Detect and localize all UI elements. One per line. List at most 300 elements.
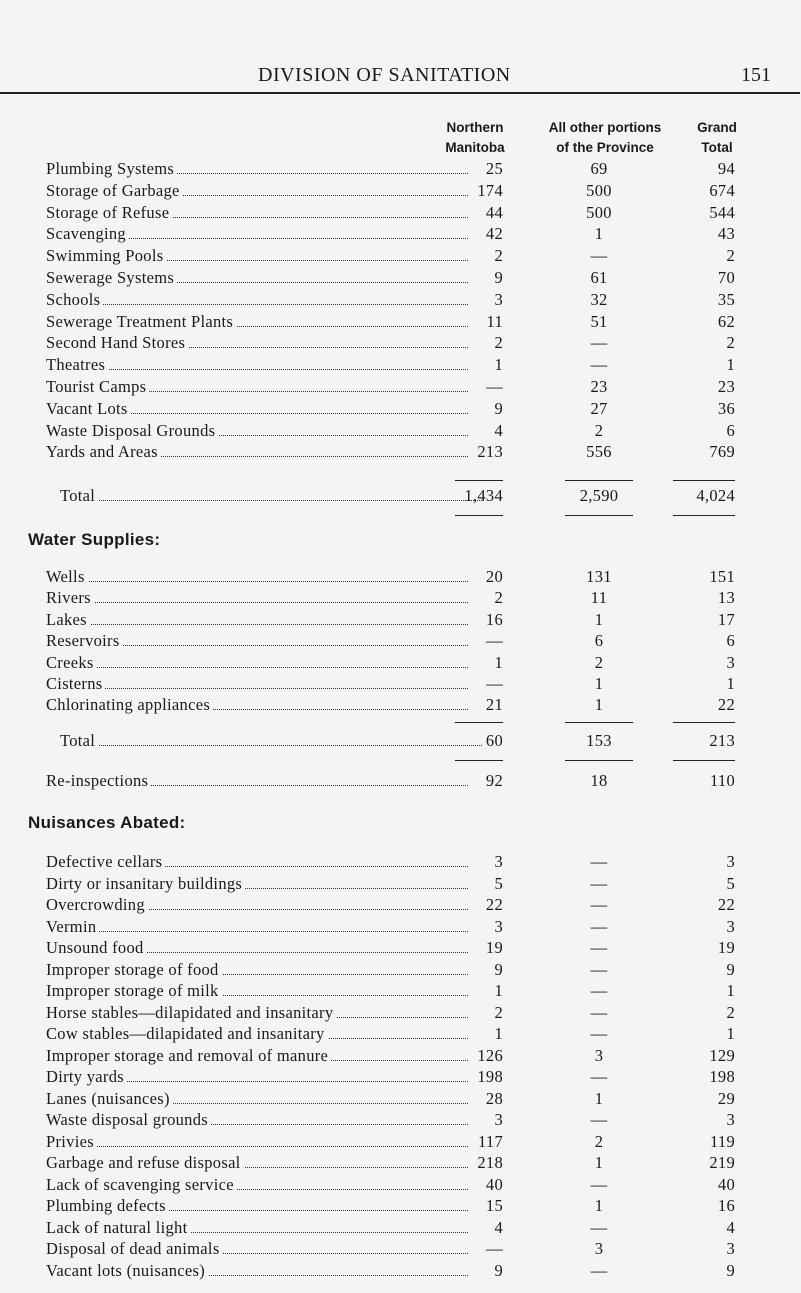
value-northern-manitoba: 3	[494, 1110, 503, 1129]
value-northern-manitoba: 42	[485, 224, 503, 244]
value-northern-manitoba: 20	[485, 567, 503, 586]
row-label	[46, 1239, 468, 1259]
value-grand-total: 1	[726, 674, 735, 693]
value-grand-total: 213	[709, 731, 735, 750]
row-label-text: Total	[60, 731, 98, 750]
value-other-portions: 51	[590, 311, 608, 331]
leader-dots	[46, 667, 468, 668]
row-label-text: Scavenging	[46, 224, 129, 243]
value-other-portions: —	[590, 959, 608, 979]
leader-dots	[46, 602, 468, 603]
value-other-portions: 6	[594, 631, 604, 651]
row-label	[46, 631, 468, 651]
row-label-text: Schools	[46, 290, 103, 309]
total-row-water-supplies	[0, 731, 801, 753]
row-label	[46, 1261, 468, 1281]
value-grand-total: 40	[717, 1174, 735, 1194]
column-header-other-portions	[525, 118, 685, 158]
row-label	[46, 181, 468, 201]
row-label	[46, 852, 468, 872]
value-northern-manitoba: 60	[485, 731, 503, 750]
row-label-text: Plumbing defects	[46, 1196, 169, 1215]
table-row	[0, 159, 801, 181]
table-row	[0, 895, 801, 917]
value-northern-manitoba: 22	[485, 895, 503, 914]
row-label	[46, 960, 468, 980]
leader-dots	[46, 931, 468, 932]
value-grand-total: 9	[726, 1260, 735, 1280]
value-other-portions: 556	[586, 442, 612, 462]
leader-dots	[60, 745, 482, 746]
row-label	[46, 771, 468, 791]
column-header-line: All other portions	[548, 120, 662, 135]
row-label	[46, 1175, 468, 1195]
value-grand-total: 1	[726, 355, 735, 375]
total-rule	[673, 515, 735, 516]
value-grand-total: 36	[717, 398, 735, 418]
table-row	[0, 312, 801, 334]
table-row	[0, 246, 801, 268]
row-label	[46, 1132, 468, 1152]
section-heading-nuisances-abated: Nuisances Abated:	[28, 813, 186, 832]
value-northern-manitoba: 28	[485, 1088, 503, 1108]
leader-dots	[46, 369, 468, 370]
table-row	[0, 917, 801, 939]
value-grand-total: 219	[709, 1153, 735, 1172]
table-row	[0, 674, 801, 696]
row-label	[46, 588, 468, 608]
value-other-portions: —	[590, 355, 608, 375]
value-grand-total: 2	[726, 333, 735, 353]
value-northern-manitoba: —	[486, 674, 503, 693]
value-grand-total: 4	[726, 1217, 735, 1237]
row-label-text: Re-inspections	[46, 771, 151, 790]
value-grand-total: 22	[717, 695, 735, 715]
row-label-text: Creeks	[46, 653, 97, 672]
value-other-portions: 18	[590, 771, 608, 790]
value-grand-total: 22	[717, 895, 735, 914]
header-rule	[0, 92, 800, 94]
row-label-text: Waste disposal grounds	[46, 1110, 211, 1129]
value-other-portions: 1	[594, 609, 604, 629]
total-rule	[673, 760, 735, 761]
row-label-text: Sewerage Treatment Plants	[46, 312, 236, 331]
value-northern-manitoba: 9	[494, 268, 503, 287]
table-row	[0, 224, 801, 246]
table-row	[0, 1239, 801, 1261]
row-label-text: Defective cellars	[46, 852, 165, 871]
table-row	[0, 653, 801, 675]
table-row	[0, 1196, 801, 1218]
row-label	[46, 981, 468, 1001]
total-rule	[673, 722, 735, 723]
leader-dots	[60, 500, 482, 501]
value-northern-manitoba: 1	[494, 1024, 503, 1043]
total-rule	[455, 760, 503, 761]
row-label-text: Disposal of dead animals	[46, 1239, 223, 1258]
row-label-text: Lakes	[46, 610, 90, 629]
table-row	[0, 960, 801, 982]
row-label	[46, 1046, 468, 1066]
value-grand-total: 2	[726, 246, 735, 266]
row-label-text: Cisterns	[46, 674, 105, 693]
row-label	[46, 1196, 468, 1216]
row-label	[46, 1218, 468, 1238]
value-other-portions: 1	[594, 1088, 604, 1108]
row-label-text: Garbage and refuse disposal	[46, 1153, 244, 1172]
row-label-text: Overcrowding	[46, 895, 148, 914]
row-label	[46, 246, 468, 266]
row-label-text: Second Hand Stores	[46, 333, 188, 352]
table-row	[0, 290, 801, 312]
value-grand-total: 110	[709, 771, 735, 790]
value-other-portions: 11	[590, 588, 608, 608]
value-other-portions: 2	[594, 1131, 604, 1151]
value-other-portions: 2	[594, 652, 604, 672]
column-header-line: Manitoba	[445, 140, 505, 155]
value-other-portions: 2	[594, 420, 604, 440]
row-label	[46, 355, 468, 375]
value-northern-manitoba: 16	[485, 609, 503, 629]
value-other-portions: 1	[594, 224, 604, 244]
table-row	[0, 377, 801, 399]
value-other-portions: —	[590, 981, 608, 1000]
row-label	[46, 421, 468, 441]
value-northern-manitoba: 25	[485, 159, 503, 178]
value-other-portions: —	[590, 1260, 608, 1280]
table-row	[0, 852, 801, 874]
total-rule	[565, 760, 633, 761]
value-northern-manitoba: 2	[494, 588, 503, 608]
row-label-text: Cow stables—dilapidated and insanitary	[46, 1024, 328, 1043]
table-row	[0, 1024, 801, 1046]
table-row	[0, 1153, 801, 1175]
value-grand-total: 3	[726, 1110, 735, 1129]
value-other-portions: —	[590, 938, 608, 957]
value-northern-manitoba: 40	[485, 1174, 503, 1194]
value-other-portions: 1	[594, 1153, 604, 1172]
row-label	[46, 442, 468, 462]
value-northern-manitoba: 218	[477, 1153, 503, 1172]
table-row	[0, 1261, 801, 1283]
page-header	[0, 58, 801, 86]
value-northern-manitoba: 5	[494, 873, 503, 893]
value-other-portions: 32	[590, 289, 608, 309]
row-label	[46, 290, 468, 310]
total-row-inspections	[0, 486, 801, 508]
value-other-portions: 1	[594, 1196, 604, 1215]
value-northern-manitoba: 1,434	[464, 486, 503, 505]
value-grand-total: 9	[726, 959, 735, 979]
total-rule	[455, 480, 503, 481]
row-label	[46, 610, 468, 630]
row-label-text: Theatres	[46, 355, 108, 374]
page-title: DIVISION OF SANITATION	[258, 64, 511, 86]
page-number: 151	[741, 64, 771, 86]
value-other-portions: 2,590	[579, 486, 619, 505]
table-row	[0, 1067, 801, 1089]
value-grand-total: 1	[726, 981, 735, 1000]
value-other-portions: 131	[586, 567, 612, 586]
value-grand-total: 17	[717, 609, 735, 629]
value-northern-manitoba: 21	[485, 695, 503, 715]
table-row	[0, 203, 801, 225]
value-other-portions: 3	[594, 1239, 604, 1258]
row-label-text: Chlorinating appliances	[46, 695, 213, 714]
row-label-text: Wells	[46, 567, 88, 586]
value-other-portions: —	[590, 852, 608, 871]
value-northern-manitoba: 9	[494, 1260, 503, 1280]
row-label	[60, 486, 482, 506]
row-label-text: Improper storage of food	[46, 960, 222, 979]
row-label-text: Waste Disposal Grounds	[46, 421, 218, 440]
value-grand-total: 62	[717, 311, 735, 331]
value-other-portions: —	[590, 1174, 608, 1194]
row-label	[46, 1153, 468, 1173]
row-label-text: Dirty or insanitary buildings	[46, 874, 245, 893]
value-grand-total: 5	[726, 873, 735, 893]
value-grand-total: 769	[709, 442, 735, 462]
table-row	[0, 567, 801, 589]
value-northern-manitoba: 1	[494, 355, 503, 375]
row-label	[46, 917, 468, 937]
row-label-text: Vermin	[46, 917, 99, 936]
column-header-line: Northern	[446, 120, 504, 135]
row-label	[46, 895, 468, 915]
leader-dots	[46, 1146, 468, 1147]
value-northern-manitoba: 2	[494, 1002, 503, 1022]
value-northern-manitoba: —	[486, 1239, 503, 1258]
table-row	[0, 938, 801, 960]
column-header-line: Grand	[697, 120, 737, 135]
value-other-portions: —	[590, 873, 608, 893]
table-row	[0, 874, 801, 896]
value-northern-manitoba: —	[486, 631, 503, 651]
row-label	[60, 731, 482, 751]
row-label	[46, 938, 468, 958]
row-label-text: Dirty yards	[46, 1067, 127, 1086]
value-northern-manitoba: 44	[485, 202, 503, 222]
value-grand-total: 29	[717, 1088, 735, 1108]
value-northern-manitoba: 4	[494, 1217, 503, 1237]
value-grand-total: 70	[717, 268, 735, 287]
row-label	[46, 377, 468, 397]
table-row	[0, 588, 801, 610]
value-northern-manitoba: 3	[494, 289, 503, 309]
row-label	[46, 399, 468, 419]
reinspections-row	[0, 771, 801, 793]
total-rule	[673, 480, 735, 481]
value-northern-manitoba: 198	[477, 1067, 503, 1086]
table-row	[0, 421, 801, 443]
value-other-portions: —	[590, 1024, 608, 1043]
value-grand-total: 544	[709, 202, 735, 222]
row-label-text: Improper storage and removal of manure	[46, 1046, 331, 1065]
value-grand-total: 6	[726, 420, 735, 440]
leader-dots	[46, 624, 468, 625]
column-header-northern-manitoba	[420, 118, 530, 158]
value-other-portions: 61	[590, 268, 608, 287]
total-rule	[565, 515, 633, 516]
table-row	[0, 1218, 801, 1240]
value-northern-manitoba: 15	[485, 1196, 503, 1215]
row-label	[46, 268, 468, 288]
value-grand-total: 129	[709, 1045, 735, 1065]
value-northern-manitoba: 174	[477, 180, 503, 200]
value-northern-manitoba: 19	[485, 938, 503, 957]
value-northern-manitoba: 2	[494, 246, 503, 266]
row-label-text: Unsound food	[46, 938, 147, 957]
table-row	[0, 1175, 801, 1197]
row-label	[46, 1024, 468, 1044]
column-header-line: Total	[701, 140, 733, 155]
row-label	[46, 653, 468, 673]
value-other-portions: —	[590, 895, 608, 914]
value-grand-total: 3	[726, 852, 735, 871]
value-grand-total: 151	[709, 567, 735, 586]
table-row	[0, 1003, 801, 1025]
row-label	[46, 1067, 468, 1087]
row-label	[46, 224, 468, 244]
value-grand-total: 3	[726, 1239, 735, 1258]
row-label	[46, 159, 468, 179]
leader-dots	[46, 304, 468, 305]
row-label-text: Total	[60, 486, 98, 505]
row-label	[46, 1003, 468, 1023]
value-grand-total: 43	[717, 224, 735, 244]
row-label	[46, 874, 468, 894]
row-label-text: Improper storage of milk	[46, 981, 222, 1000]
value-northern-manitoba: 9	[494, 398, 503, 418]
value-northern-manitoba: 126	[477, 1045, 503, 1065]
value-grand-total: 3	[726, 916, 735, 936]
value-northern-manitoba: —	[486, 377, 503, 396]
table-row	[0, 333, 801, 355]
value-northern-manitoba: 4	[494, 420, 503, 440]
table-row	[0, 268, 801, 290]
column-header-grand-total	[682, 118, 752, 158]
table-row	[0, 355, 801, 377]
row-label	[46, 1110, 468, 1130]
row-label	[46, 674, 468, 694]
row-label-text: Reservoirs	[46, 631, 123, 650]
row-label-text: Sewerage Systems	[46, 268, 177, 287]
value-other-portions: 500	[586, 180, 612, 200]
row-label	[46, 333, 468, 353]
row-label-text: Swimming Pools	[46, 246, 166, 265]
value-grand-total: 4,024	[696, 486, 735, 505]
value-other-portions: 153	[586, 731, 612, 750]
row-label	[46, 1089, 468, 1109]
row-label-text: Privies	[46, 1132, 97, 1151]
total-rule	[455, 515, 503, 516]
value-grand-total: 2	[726, 1002, 735, 1022]
row-label-text: Lack of scavenging service	[46, 1175, 237, 1194]
value-other-portions: 500	[586, 202, 612, 222]
value-other-portions: —	[590, 916, 608, 936]
total-rule	[565, 480, 633, 481]
value-grand-total: 35	[717, 289, 735, 309]
row-label-text: Vacant lots (nuisances)	[46, 1261, 208, 1280]
value-other-portions: 23	[590, 377, 608, 396]
value-northern-manitoba: 1	[494, 981, 503, 1000]
column-header-line: of the Province	[556, 140, 654, 155]
value-northern-manitoba: 11	[486, 311, 503, 331]
value-other-portions: 27	[590, 398, 608, 418]
value-other-portions: —	[590, 1110, 608, 1129]
leader-dots	[46, 581, 468, 582]
row-label-text: Lanes (nuisances)	[46, 1089, 173, 1108]
total-rule	[455, 722, 503, 723]
table-row	[0, 1110, 801, 1132]
value-grand-total: 13	[717, 588, 735, 608]
section-heading-water-supplies: Water Supplies:	[28, 530, 161, 549]
table-row	[0, 1089, 801, 1111]
row-label-text: Horse stables—dilapidated and insanitary	[46, 1003, 336, 1022]
value-northern-manitoba: 3	[494, 916, 503, 936]
value-northern-manitoba: 2	[494, 333, 503, 353]
value-other-portions: 69	[590, 159, 608, 178]
total-rule	[565, 722, 633, 723]
value-northern-manitoba: 9	[494, 959, 503, 979]
value-northern-manitoba: 3	[494, 852, 503, 871]
value-other-portions: —	[590, 333, 608, 353]
row-label-text: Plumbing Systems	[46, 159, 177, 178]
table-row	[0, 695, 801, 717]
row-label-text: Vacant Lots	[46, 399, 131, 418]
row-label-text: Rivers	[46, 588, 94, 607]
value-grand-total: 198	[709, 1067, 735, 1086]
value-other-portions: 3	[594, 1045, 604, 1065]
row-label-text: Yards and Areas	[46, 442, 161, 461]
table-row	[0, 1132, 801, 1154]
row-label	[46, 695, 468, 715]
value-other-portions: —	[590, 1217, 608, 1237]
value-other-portions: —	[590, 1002, 608, 1022]
value-other-portions: 1	[594, 674, 604, 693]
row-label	[46, 567, 468, 587]
value-other-portions: 1	[594, 695, 604, 715]
value-grand-total: 1	[726, 1024, 735, 1043]
value-other-portions: —	[590, 246, 608, 266]
table-row	[0, 610, 801, 632]
row-label	[46, 312, 468, 332]
value-grand-total: 674	[709, 180, 735, 200]
table-row	[0, 442, 801, 464]
value-northern-manitoba: 213	[477, 442, 503, 462]
value-other-portions: —	[590, 1067, 608, 1086]
table-row	[0, 1046, 801, 1068]
row-label-text: Storage of Garbage	[46, 181, 183, 200]
value-grand-total: 19	[717, 938, 735, 957]
value-northern-manitoba: 1	[494, 652, 503, 672]
value-northern-manitoba: 92	[485, 771, 503, 790]
value-grand-total: 119	[709, 1131, 735, 1151]
value-grand-total: 23	[717, 377, 735, 396]
row-label-text: Lack of natural light	[46, 1218, 190, 1237]
value-grand-total: 3	[726, 652, 735, 672]
leader-dots	[46, 688, 468, 689]
table-row	[0, 631, 801, 653]
value-northern-manitoba: 117	[477, 1131, 503, 1151]
row-label-text: Storage of Refuse	[46, 203, 172, 222]
value-grand-total: 6	[726, 631, 735, 651]
table-row	[0, 181, 801, 203]
table-row	[0, 981, 801, 1003]
table-row	[0, 399, 801, 421]
row-label	[46, 203, 468, 223]
value-grand-total: 94	[717, 159, 735, 178]
